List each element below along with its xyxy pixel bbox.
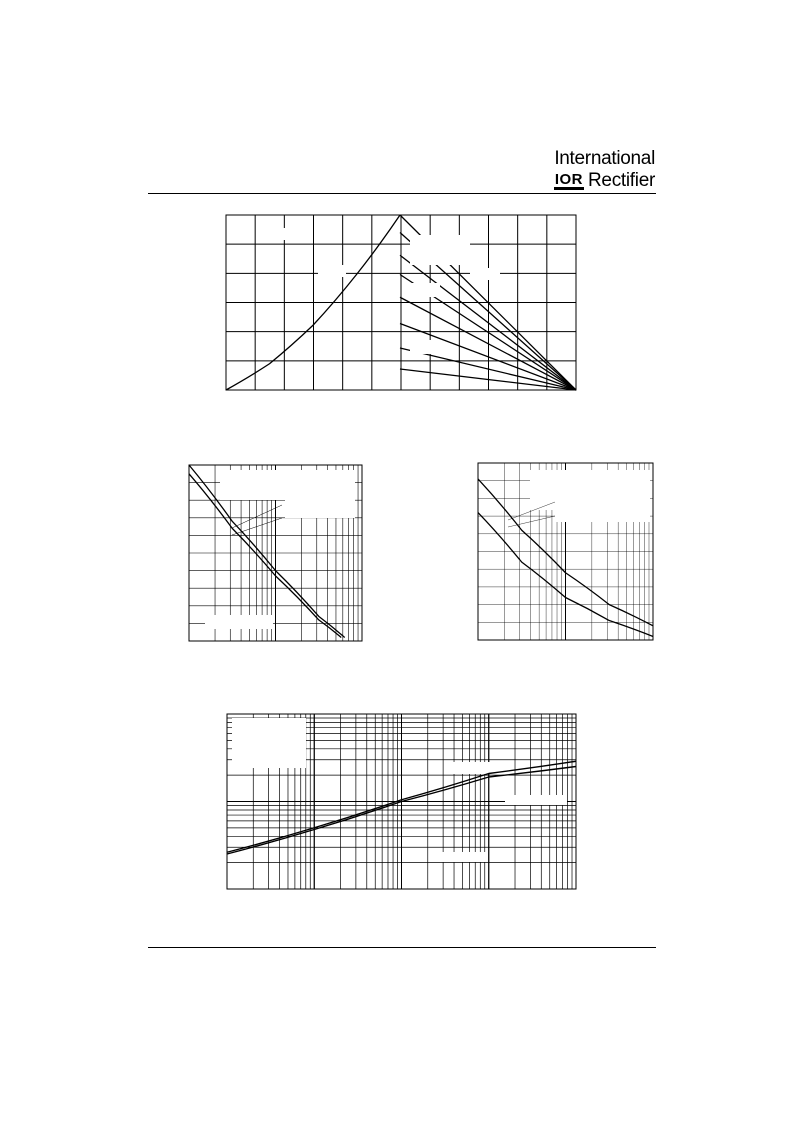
- mr-label-blank-1: [530, 470, 650, 510]
- ior-logo-mark: IOR: [554, 171, 584, 188]
- top-label-blank-1: [258, 228, 298, 240]
- top-label-blank-3: [410, 235, 470, 265]
- bottom-label-blank-1: [232, 718, 306, 768]
- bottom-label-blank-4: [438, 852, 488, 862]
- ml-label-blank-1: [220, 470, 355, 500]
- ml-label-blank-3: [205, 615, 273, 629]
- company-name: International: [554, 148, 655, 169]
- ml-label-blank-2: [285, 500, 355, 518]
- mr-label-blank-2: [555, 510, 650, 522]
- company-name-rectifier: Rectifier: [588, 170, 655, 191]
- top-label-blank-2: [318, 265, 346, 277]
- top-label-blank-4: [470, 268, 500, 280]
- top-label-blank-5: [410, 283, 440, 297]
- bottom-label-blank-3: [505, 795, 567, 805]
- ml-leader-1: [232, 505, 282, 528]
- ml-leader-2: [232, 518, 282, 535]
- top-label-blank-6: [410, 340, 438, 354]
